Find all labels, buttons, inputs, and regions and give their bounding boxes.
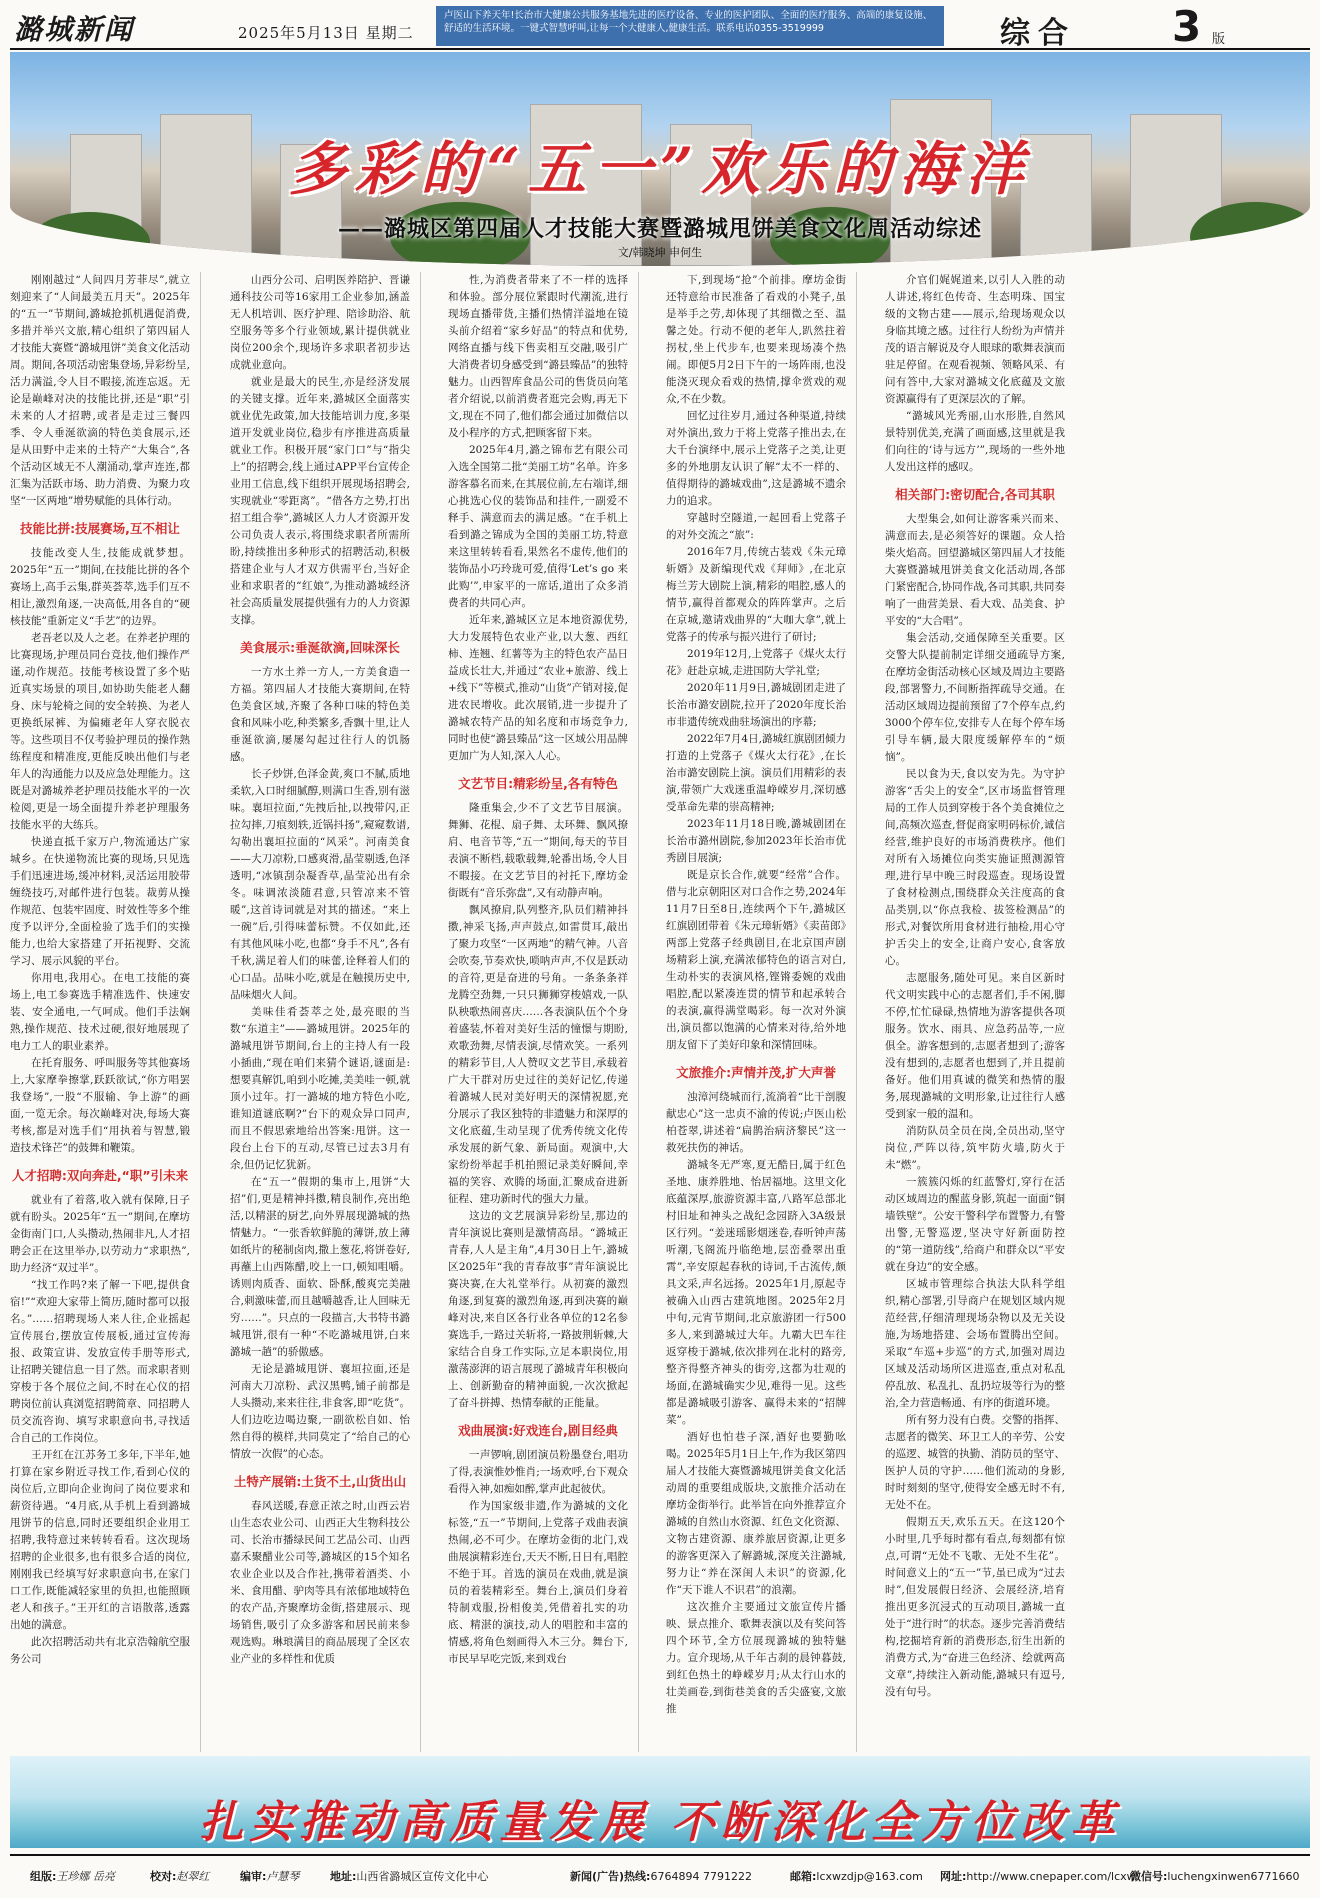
paragraph: 性,为消费者带来了不一样的选择和体验。部分展位紧跟时代潮流,进行现场直播带货,主播们热情洋溢地在镜头前介绍着“家乡好品”的特点和优势,网络直播与线下售卖相互交融,吸引广大消费者切身感受到“潞县臻品”的独特魅力。山西智库食品公司的售货员向笔者介绍说,以前消费者逛完会购,再无下文,现在不同了,他们都会通过加微信以及小程序的方式,把顾客留下来。 (448, 274, 628, 439)
paragraph: 你用电,我用心。在电工技能的赛场上,电工参赛选手精准选件、快速安装、安全通电,一气呵成。他们手法娴熟,操作规范、技术过硬,很好地展现了电力工人的职业素养。 (10, 972, 190, 1052)
section-heading: 文旅推介:声情并茂,扩大声誉 (676, 1065, 836, 1080)
paragraph: 2016年7月,传统古装戏《朱元璋斩婿》及新编现代戏《拜师》,在北京梅兰芳大剧院上演,精彩的唱腔,感人的情节,赢得首都观众的阵阵掌声。之后在京城,邀请戏曲界的“大咖大拿”,就上党落子的传承与振兴进行了研讨; (666, 546, 846, 643)
section-heading: 相关部门:密切配合,各司其职 (895, 487, 1055, 502)
section-heading: 戏曲展演:好戏连台,剧目经典 (458, 1423, 618, 1438)
paragraph: 一方水土养一方人,一方美食造一方福。第四届人才技能大赛期间,在特色美食区域,齐聚了各种口味的特色美食和风味小吃,种类繁多,香飘十里,让人垂涎欲滴,屡屡勾起过往行人的饥肠感。 (230, 666, 410, 763)
paragraph: 2023年11月18日晚,潞城剧团在长治市潞州剧院,参加2023年长治市优秀剧目展演; (666, 818, 846, 864)
paragraph: 快递直抵千家万户,物流通达广家城乡。在快递物流比赛的现场,只见选手们迅速进场,缓冲材料,灵活运用胶带缠绕技巧,对邮件进行包装。裁剪从操作规范、包装牢固度、时效性等多个维度予以评分,全面检验了选手们的实操能力,也给大家搭建了开拓视野、交流学习、展示风貌的平台。 (10, 836, 190, 967)
section-name: 综合 (1000, 16, 1076, 51)
paragraph: “潞城风光秀丽,山水形胜,自然风景特别优美,充满了画面感,这里就是我们向往的‘诗与远方’”,现场的一些外地人发出这样的感叹。 (885, 410, 1065, 473)
paragraph: 近年来,潞城区立足本地资源优势,大力发展特色农业产业,以大葱、西红柿、连翘、红薯等为主的特色农产品日益成长壮大,并通过“农业+旅游、线上+线下”等模式,推动“山货”产销对接,促进农民增收。此次展销,进一步提升了潞城农特产品的知名度和市场竞争力,同时也使“潞县臻品”这一区域公用品牌更加广为人知,深入人心。 (448, 614, 628, 762)
paragraph: 一簇簇闪烁的红蓝警灯,穿行在活动区域周边的醒蓝身影,筑起一面面“铜墙铁壁”。公安干警科学布置警力,有警出警,无警巡逻,坚决守好新面防控的“第一道防线”,给商户和群众以“平安就在身边”的安全感。 (885, 1176, 1065, 1273)
sub-headline: ——潞城区第四届人才技能大赛暨潞城甩饼美食文化周活动综述 (337, 216, 982, 242)
paragraph: 这边的文艺展演异彩纷呈,那边的青年演说比赛则是激情高昂。“潞城正青春,人人是主角”,4月30日上午,潞城区2025年“我的青春故事”青年演说比赛决赛,在大礼堂举行。从初赛的激烈角逐,到复赛的激烈角逐,再到决赛的巅峰对决,来自区各行业各单位的12名参赛选手,一路过关斩将,一路披荆斩棘,大家结合自身工作实际,立足本职岗位,用激荡澎湃的语言展现了潞城青年积极向上、创新勤奋的精神面貌,一次次掀起了奋斗拼搏、热情奉献的正能量。 (448, 1210, 628, 1409)
paragraph: 一声锣响,剧团演员粉墨登台,唱功了得,表演惟妙惟肖;一场欢呼,台下观众看得入神,如痴如醉,掌声此起彼伏。 (448, 1449, 628, 1495)
paragraph: 春风送暖,春意正浓之时,山西云岩山生态农业公司、山西正大生物科技公司、长治市播绿民间工艺品公司、山西嘉禾聚醋业公司等,潞城区的15个知名农业企业以及合作社,携带着酒类、小米、食用醋、驴肉等具有浓郁地域特色的农产品,齐聚摩坊金街,搭建展示、现场销售,吸引了众多游客和居民前来参观选购。琳琅满目的商品展现了全区农业产业的多样性和优质 (230, 1500, 410, 1665)
paragraph: 酒好也怕巷子深,酒好也要勤吆喝。2025年5月1日上午,作为我区第四届人才技能大赛暨潞城甩饼美食文化活动周的重要组成版块,文旅推介活动在摩坊金街举行。此举旨在向外推荐宣介潞城的自然山水资源、红色文化资源、文物古建资源、康养旅居资源,让更多的游客更深入了解潞城,深度关注潞城,努力让“养在深闺人未识”的资源,化作“天下谁人不识君”的浪潮。 (666, 1431, 846, 1596)
column-divider (200, 272, 201, 1752)
article-column (448, 272, 628, 1752)
paragraph: 就业是最大的民生,亦是经济发展的关键支撑。近年来,潞城区全面落实就业优先政策,加大技能培训力度,多渠道开发就业岗位,稳步有序推进高质量就业工作。积极开展“家门口”与“指尖上”的招聘会,线上通过APP平台宣传企业用工信息,线下组织开展现场招聘会,实现就业“零距离”。“借各方之势,打出招工组合拳”,潞城区人力人才资源开发公司负责人表示,将围绕求职者所需所盼,持续推出多种形式的招聘活动,积极搭建企业与人才双方供需平台,当好企业和求职者的“红娘”,为推动潞城经济社会高质量发展提供强有力的人力资源支撑。 (230, 376, 410, 626)
paragraph: 这次推介主要通过文旅宣传片播映、景点推介、歌舞表演以及有奖问答四个环节,全方位展现潞城的独特魅力。宣介现场,从千年古刹的晨钟暮鼓,到红色热土的峥嵘岁月;从太行山水的壮美画卷,到街巷美食的舌尖盛宴,文旅推 (666, 1601, 846, 1715)
address: 地址:山西省潞城区宣传文化中心 (330, 1870, 489, 1883)
section-heading: 美食展示:垂涎欲滴,回味深长 (240, 640, 400, 655)
email[interactable]: 邮箱:lcxwzdjp@163.com (790, 1870, 923, 1883)
website[interactable]: 网址:http://www.cnepaper.com/lcxw (940, 1870, 1136, 1883)
paragraph: 志愿服务,随处可见。来自区新时代文明实践中心的志愿者们,手不闲,脚不停,忙忙碌碌,热情地为游客提供各项服务。饮水、雨具、应急药品等,一应俱全。游客想到的,志愿者想到了;游客没有想到的,志愿者也想到了,并且提前备好。他们用真诚的微笑和热情的服务,展现潞城的文明形象,让过往行人感受到家一般的温和。 (885, 972, 1065, 1120)
paragraph: 介官们娓娓道来,以引人入胜的动人讲述,将红色传奇、生态明珠、国宝级的文物古建——展示,给现场观众以身临其境之感。过往行人纷纷为声情并茂的语言解说及夺人眼球的歌舞表演而驻足停留。在观看视频、领略风采、有问有答中,大家对潞城文化底蕴及文旅资源赢得有了更深层次的了解。 (885, 274, 1065, 405)
paragraph: 技能改变人生,技能成就梦想。2025年“五一”期间,在技能比拼的各个赛场上,高手云集,群英荟萃,选手们互不相让,激烈角逐,一决高低,用各自的“硬核技能”重新定义“手艺”的边界。 (10, 547, 190, 627)
headline: 多彩的“五一”欢乐的海洋 (288, 135, 1032, 203)
slogan-text: 扎实推动高质量发展 不断深化全方位改革 (199, 1797, 1121, 1848)
paragraph: 大型集会,如何让游客乘兴而来、满意而去,是必须答好的课题。众人拾柴火焰高。回望潞城区第四届人才技能大赛暨潞城甩饼美食文化活动周,各部门紧密配合,协同作战,各司其职,共同奏响了一曲营美景、看大戏、品美食、护平安的“大合唱”。 (885, 513, 1065, 627)
page-suffix: 版 (1212, 32, 1226, 47)
masthead (10, 2, 1310, 51)
paragraph: 山西分公司、启明医养陪护、晋谦通科技公司等16家用工企业参加,涵盖无人机培训、医疗护理、陪诊助浴、航空服务等多个行业领域,累计提供就业岗位200余个,现场许多求职者初步达成就业意向。 (230, 274, 410, 371)
paragraph: 消防队员全员在岗,全员出动,坚守岗位,严阵以待,筑牢防火墙,防火于未“燃”。 (885, 1125, 1065, 1171)
top-advertisement[interactable]: 卢医山下养天年!长治市大健康公共服务基地先进的医疗设备、专业的医护团队、全面的医疗服务、高端的康复设施、舒适的生活环境。一键式智慧呼叫,让每一个大健康人,健康生活。联系电话0355-3519999 (436, 6, 944, 46)
paragraph: 区城市管理综合执法大队科学组织,精心部署,引导商户在规划区域内规范经营,仔细清理现场杂物以及无关设施,为场地搭建、会场布置腾出空间。采取“车巡+步巡”的方式,加强对周边区域及活动场所区进巡查,重点对私乱停乱放、私乱扎、乱扔垃圾等行为的整治,全力营造畅通、有序的街道环境。 (885, 1278, 1065, 1409)
column-divider (856, 272, 857, 1752)
issue-date: 2025年5月13日 星期二 (238, 24, 414, 42)
hotline: 新闻(广告)热线:6764894 7791222 (570, 1870, 752, 1883)
paragraph: 无论是潞城甩饼、襄垣拉面,还是河南大刀凉粉、武汉黑鸭,铺子前都是人头攒动,来来往往,非食客,即“吃货”。人们边吃边喝边聚,一副欲松自如、怡然自得的模样,共同莫定了“给自己的心情放一次假”的心态。 (230, 1363, 410, 1460)
paragraph: 浊漳河绕城而行,流淌着“比干剖腹献忠心”这一忠贞不渝的传说;卢医山松柏苍翠,讲述着“扁鹊治病济黎民”这一救死扶伤的神话。 (666, 1091, 846, 1154)
paragraph: 2025年4月,潞之锦布艺有限公司入选全国第二批“美丽工坊”名单。许多游客慕名而来,在其展位前,左右端详,细心挑选心仪的装饰品和挂件,一副爱不释手、满意而去的满足感。“在手机上看到潞之锦成为全国的美丽工坊,特意来这里转转看看,果然名不虚传,他们的装饰品小巧玲珑可爱,值得‘Let’s go 来此购’”,申家平的一席话,道出了众多消费者的共同心声。 (448, 444, 628, 609)
paragraph: 回忆过往岁月,通过各种渠道,持续对外演出,致力于将上党落子推出去,在大千台演绎中,展示上党落子之美,让更多的外地朋友认识了解“太不一样的、值得期待的潞城戏曲”,这是潞城不遗余力的追求。 (666, 410, 846, 507)
paragraph: 既是京长合作,就要“经常”合作。借与北京朝阳区对口合作之势,2024年11月7日至8日,连续两个下午,潞城区红旗剧团带着《朱元璋斩婿》《卖苗郎》两部上党落子经典剧目,在北京国声剧场精彩上演,充满浓郁特色的语言对白,生动朴实的表演风格,铿锵委婉的戏曲唱腔,配以紧凑连贯的情节和起承转合的表演,赢得满堂喝彩。每一次对外演出,演员都以饱满的心情来对待,给外地朋友留下了美好印象和深情回味。 (666, 869, 846, 1051)
column-divider (420, 272, 421, 1752)
editor-credit: 编审:卢慧琴 (240, 1870, 300, 1883)
paragraph: 集会活动,交通保障至关重要。区交警大队提前制定详细交通疏导方案,在摩坊金街活动核心区域及周边主要路段,部署警力,不间断指挥疏导交通。在活动区域周边提前预留了7个停车点,约3000个停车位,安排专人在每个停车场引导车辆,最大限度缓解停车的“烦恼”。 (885, 632, 1065, 763)
column-divider (638, 272, 639, 1752)
paragraph: 隆重集会,少不了文艺节目展演。舞狮、花棍、扇子舞、太环舞、飘风撩肩、电音节等,“五一”期间,每天的节目表演不断档,载歌载舞,轮番出场,令人目不暇接。在文艺节目的衬托下,摩坊金街既有“音乐弥盘”,又有动静声响。 (448, 802, 628, 899)
paragraph: 潞城冬无严寒,夏无酷日,属于红色圣地、康养胜地、怡居福地。这里文化底蕴深厚,旅游资源丰富,八路军总部北村旧址和神头之战纪念园跻入3A级景区行列。“姜迷瑶影烟迷卷,春听钟声荡听潮,飞阁流丹临绝地,层峦叠翠出重霄”,辛安原起春秋的诗词,千古流传,颇具文采,声名远扬。2025年1月,原起寺被确入山西古建筑地图。2025年2月中旬,元宵节期间,北京旅游团一行500多人,来到潞城过大年。九霸大巴车往返穿梭于潞城,依次排列在北村的路旁,整齐得整齐神头的街旁,这都为壮观的场面,在潞城确实少见,难得一见。这些都是潞城吸引游客、赢得未来的“招牌菜”。 (666, 1159, 846, 1426)
paragraph: 2020年11月9日,潞城剧团走进了长治市潞安剧院,拉开了2020年度长治市非遗传统戏曲驻场演出的序幕; (666, 682, 846, 728)
paragraph: 作为国家级非遗,作为潞城的文化标签,“五一”节期间,上党落子戏曲表演热闹,必不可少。在摩坊金街的北门,戏曲展演精彩连台,天天不断,日日有,唱腔不绝于耳。首选的演员在戏曲,就是演员的着装精彩至。舞台上,演员们身着特制戏服,扮相俊美,凭借着扎实的功底、精湛的演技,动人的唱腔和丰富的情感,将角色刻画得入木三分。舞台下,市民早早吃完饭,来到戏台 (448, 1500, 628, 1665)
paragraph: 民以食为天,食以安为先。为守护游客“舌尖上的安全”,区市场监督管理局的工作人员到穿梭于各个美食摊位之间,高频次巡查,督促商家明码标价,诚信经营,维护良好的市场消费秩序。他们对所有入场摊位向类实施证照测源管理,进行早中晚三时段巡查。现场设置了食材检测点,围绕群众关注度高的食品类别,以“你点我检、拔签检测品”的形式,对餐饮所用食材进行抽检,用心守护舌尖上的安全,让商户安心,食客放心。 (885, 768, 1065, 967)
section-heading: 技能比拼:技展赛场,互不相让 (20, 521, 180, 536)
article-body (10, 272, 1310, 1752)
article-column (666, 272, 846, 1752)
paragraph: 所有努力没有白费。交警的指挥、志愿者的微笑、环卫工人的辛劳、公安的巡逻、城管的执勤、消防员的坚守、医护人员的守护……他们流动的身影,时时刻刻的坚守,使得安全感无时不有,无处不在。 (885, 1414, 1065, 1511)
page-footer (10, 1854, 1310, 1892)
paragraph: 美味佳肴荟萃之处,最亮眼的当数“东道主”——潞城甩饼。2025年的潞城甩饼节期间,台上的主持人有一段小插曲,“现在咱们来猜个谜语,谜面是:想要真解饥,咱到小吃摊,美美哇一顿,就顶小过年。打一潞城的地方特色小吃,谁知道谜底啊?”台下的观众异口同声,而且不假思索地给出答案:甩饼。这一段台上台下的互动,尽管已过去3月有余,但仍记忆犹新。 (230, 1006, 410, 1171)
paragraph: 飘风撩肩,队列整齐,队员们精神抖擞,神采飞扬,声声鼓点,如雷贯耳,敲出了聚力攻坚“一区两地”的精气神。八音会吹奏,节奏欢快,唢呐声声,不仅是跃动的音符,更是奋进的号角。一条条条祥龙腾空劲舞,一只只狮狮穿梭嬉戏,一队队秧歌热闹喜庆……各表演队伍个个身着盛装,怀着对美好生活的憧憬与期盼,欢歌劲舞,尽情表演,尽情欢笑。一系列的精彩节目,人人赞叹文艺节目,承载着广大干群对历史过往的美好记忆,传递着潞城人民对美好明天的深情祝愿,充分展示了我区独特的非遗魅力和深厚的文化底蕴,生动呈现了优秀传统文化传承发展的新气象、新局面。观演中,大家纷纷举起手机拍照记录美好瞬间,幸福的笑容、欢腾的场面,汇聚成奋进新征程、建功新时代的强大力量。 (448, 904, 628, 1205)
page-number: 3 (1172, 2, 1202, 51)
slogan-banner (10, 1756, 1310, 1848)
byline: 文/韩晓坤 申何生 (617, 246, 703, 259)
section-heading: 文艺节目:精彩纷呈,各有特色 (458, 776, 618, 791)
newspaper-name: 潞城新闻 (14, 13, 135, 46)
paragraph: 假期五天,欢乐五天。在这120个小时里,几乎每时都有看点,每刻都有惊点,可谓“无处不飞歌、无处不生花”。时间意义上的“五一”节,虽已成为“过去时”,但发展假日经济、会展经济,培育推出更多沉浸式的互动项目,潞城一直处于“进行时”的状态。逐步完善消费结构,挖掘培育新的消费形态,衍生出新的消费方式,为“奋进三色经济、绘就两高文章”,持续注入新动能,潞城只有逗号,没有句号。 (885, 1516, 1065, 1698)
paragraph: 此次招聘活动共有北京浩翰航空服务公司 (10, 1636, 190, 1665)
paragraph: 在托育服务、呼叫服务等其他赛场上,大家摩拳擦掌,跃跃欲试,“你方唱罢我登场”,一股“不服输、争上游”的画面,一览无余。每次巅峰对决,每场大赛考核,都是对选手们“用执着与智慧,锻造技术锋芒”的鼓舞和鞭策。 (10, 1057, 190, 1154)
paragraph: 2022年7月4日,潞城红旗剧团倾力打造的上党落子《煤火太行花》,在长治市潞安剧院上演。演员们用精彩的表演,带领广大戏迷重温峥嵘岁月,深切感受革命先辈的崇高精神; (666, 733, 846, 813)
article-column (885, 272, 1065, 1752)
article-column (10, 272, 190, 1752)
proof-credit: 校对:赵翠红 (150, 1870, 210, 1883)
paragraph: 长子炒饼,色泽金黄,爽口不腻,质地柔软,入口时细腻醇,则满口生香,别有滋味。襄垣拉面,“先拽后扯,以拽带闪,正拉勾摔,刀痕刻轶,近锅抖扬”,窥窥数谱,勾勒出襄垣拉面的“风采”。河南美食——大刀凉粉,口感爽滑,晶莹剔透,色泽透明,“冰镇刮杂凝香草,晶莹沁出有余冬。味调浓淡随君意,只管凉来不管暖”,这首诗词就是对其的描述。“来上一碗”后,引得味蕾标赞。不仅如此,还有其他风味小吃,也都“身手不凡”,各有千秋,满足着人们的味蕾,诠释着人们的心口品。品味小吃,就是在触摸历史中,品味烟火人间。 (230, 768, 410, 1001)
paragraph: 下,到现场“抢”个前排。摩坊金街还特意给市民准备了看戏的小凳子,虽是举手之劳,却体现了其细微之至、温馨之处。行动不便的老年人,趴然拄着拐杖,坐上代步车,也要来现场凑个热闹。即便5月2日下午的一场阵雨,也没能浇灭现众看戏的热情,撑伞赏戏的观众,不在少数。 (666, 274, 846, 405)
paragraph: 老吾老以及人之老。在养老护理的比赛现场,护理员同台竞技,他们操作严谨,动作规范。技能考核设置了多个贴近真实场景的项目,如协助失能老人翻身、床与轮椅之间的安全转换、为老人更换纸尿裤、为偏瘫老年人穿衣脱衣等。这些项目不仅考验护理员的操作熟练程度和精准度,更能反映出他们与老年人的沟通能力以及应急处理能力。这既是对潞城养老护理员技能水平的一次检阅,更是一场全面提升养老护理服务技能水平的大练兵。 (10, 632, 190, 831)
paragraph: “找工作吗?来了解一下吧,提供食宿!”“欢迎大家带上简历,随时都可以报名。”……招聘现场人来人往,企业摇起宣传展台,摆放宣传展板,通过宣传海报、政策宣讲、发放宣传手册等形式,让招聘关键信息一目了然。而求职者则穿梭于各个展位之间,不时在心仪的招聘岗位前认真浏览招聘简章、同招聘人员交流咨询、填写求职意向书,寻找适合自己的工作岗位。 (10, 1279, 190, 1444)
paragraph: 2019年12月,上党落子《煤火太行花》赶赴京城,走进国防大学礼堂; (666, 648, 846, 677)
paragraph: 王开红在江苏务工多年,下半年,她打算在家乡附近寻找工作,看到心仪的岗位后,立即向企业询问了岗位要求和薪资待遇。“4月底,从手机上看到潞城甩饼节的信息,同时还要组织企业用工招聘,我特意过来转转看看。这次现场招聘的企业很多,也有很多合适的岗位,刚刚我已经填写好求职意向书,在家门口工作,既能减轻家里的负担,也能照顾老人和孩子。”王开红的言语散落,透露出她的满意。 (10, 1449, 190, 1631)
section-heading: 土特产展销:土货不土,山货出山 (233, 1474, 407, 1489)
paragraph: 穿越时空隧道,一起回看上党落子的对外交流之“旅”: (666, 512, 846, 541)
layout-credit: 组版:王珍娜 岳亮 (30, 1870, 115, 1883)
section-heading: 人才招聘:双向奔赴,“职”引未来 (11, 1168, 189, 1183)
paragraph: 刚刚越过“人间四月芳菲尽”,就立刻迎来了“人间最美五月天”。2025年的“五一”节期间,潞城抢抓机遇促消费,多措并举兴文旅,精心组织了第四届人才技能大赛暨“潞城甩饼”美食文化活动周。期间,各项活动密集登场,异彩纷呈,活力满溢,令人目不暇接,流连忘返。无论是巅峰对决的技能比拼,还是“职”引未来的人才招聘,或者是走过三餐四季、令人垂涎欲滴的特色美食展示,还是从田野中走来的土特产“大集合”,各个活动区域无不人潮涌动,掌声连连,都汇集为活跃市场、助力消费、为聚力攻坚“一区两地”增势赋能的具体行动。 (10, 274, 190, 507)
article-column (230, 272, 410, 1752)
paragraph: 就业有了着落,收入就有保障,日子就有盼头。2025年“五一”期间,在摩坊金街南门口,人头攒动,热闹非凡,人才招聘会正在这里举办,以劳动力“求职热”,助力经济“双过半”。 (10, 1194, 190, 1274)
paragraph: 在“五一”假期的集市上,甩饼“大招”们,更是精神抖擞,精良制作,亮出绝活,以精湛的厨艺,向外界展现潞城的热情魅力。“一张香软鲜脆的薄饼,放上薄如纸片的秘制卤肉,撒上葱花,将饼卷好,再蘸上山西陈醋,咬上一口,顿知咀嚼。诱则肉质香、面软、卧酥,酸爽完美融合,刺激味蕾,而且越嚼越香,让人回味无穷……”。只点的一段描言,大书特书潞城甩饼,很有一种“不吃潞城甩饼,白来潞城一趟”的骄傲感。 (230, 1176, 410, 1358)
hero-banner (10, 52, 1310, 266)
wechat-id: 微信号:luchengxinwen6771660 (1130, 1870, 1300, 1883)
